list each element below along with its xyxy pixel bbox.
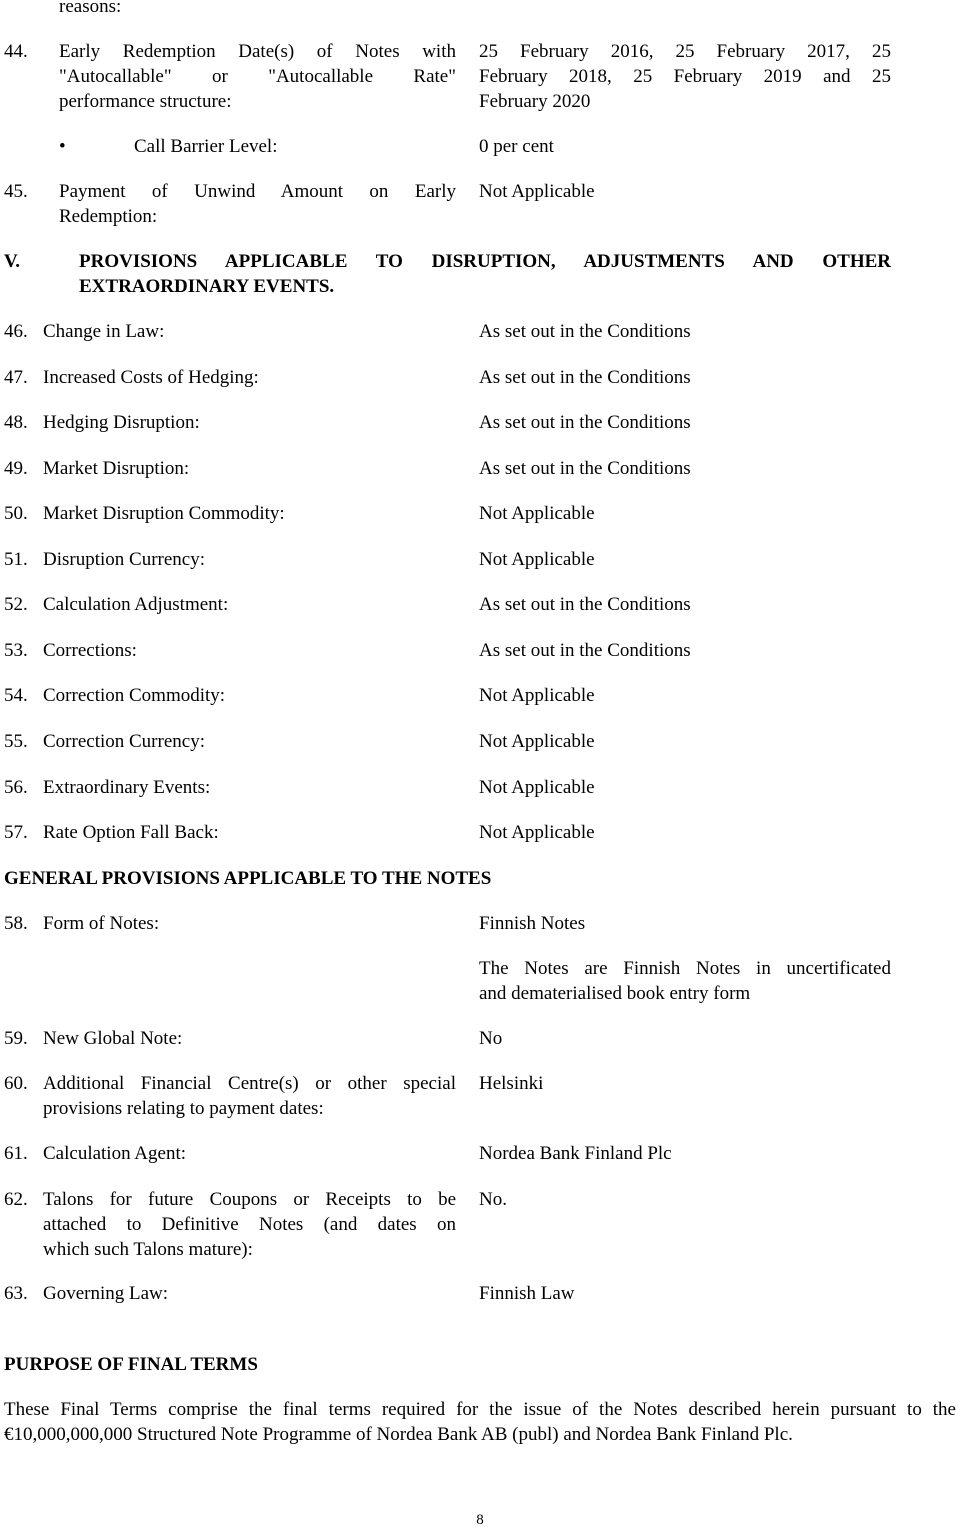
item-value: Not Applicable [479, 777, 595, 798]
item-label [43, 1187, 456, 1262]
item-value [479, 39, 891, 114]
item-value: Finnish Law [479, 1283, 575, 1304]
item-number: 47. [4, 367, 28, 388]
item-label: Form of Notes: [43, 913, 160, 934]
item-label [59, 179, 456, 229]
item-value: As set out in the Conditions [479, 458, 691, 479]
section-number: V. [4, 251, 21, 272]
item-value: As set out in the Conditions [479, 367, 691, 388]
item-value: Not Applicable [479, 822, 595, 843]
value-line: 25 February 2016, 25 February 2017, 25 [479, 41, 891, 62]
item-value: As set out in the Conditions [479, 594, 691, 615]
item-number: 54. [4, 685, 28, 706]
item-label: Change in Law: [43, 321, 165, 342]
paragraph-line: These Final Terms comprise the final terms required for the issue of the Notes described herein pursuant to the [4, 1399, 956, 1420]
item-label: Calculation Agent: [43, 1143, 187, 1164]
item-note [479, 956, 891, 1006]
paragraph-line: €10,000,000,000 Structured Note Programme of Nordea Bank AB (publ) and Nordea Bank Finland Plc. [4, 1424, 793, 1445]
item-label: Extraordinary Events: [43, 777, 211, 798]
item-number: 45. [4, 181, 28, 202]
title-line: PROVISIONS APPLICABLE TO DISRUPTION, ADJUSTMENTS AND OTHER [79, 251, 891, 272]
item-value: 0 per cent [479, 136, 554, 157]
value-line: February 2018, 25 February 2019 and 25 [479, 66, 891, 87]
item-label: Correction Currency: [43, 731, 205, 752]
label-line: which such Talons mature): [43, 1239, 253, 1260]
item-label: Hedging Disruption: [43, 412, 200, 433]
bullet-icon: • [59, 136, 66, 157]
item-number: 59. [4, 1028, 28, 1049]
item-value: Helsinki [479, 1073, 544, 1094]
item-value: As set out in the Conditions [479, 321, 691, 342]
label-line: Redemption: [59, 206, 158, 227]
item-number: 44. [4, 41, 28, 62]
item-number: 60. [4, 1073, 28, 1094]
purpose-heading: PURPOSE OF FINAL TERMS [4, 1354, 258, 1375]
item-label: Correction Commodity: [43, 685, 226, 706]
item-number: 58. [4, 913, 28, 934]
item-value: Not Applicable [479, 685, 595, 706]
item-value: Nordea Bank Finland Plc [479, 1143, 672, 1164]
item-label: Corrections: [43, 640, 137, 661]
item-value: Not Applicable [479, 503, 595, 524]
item-number: 53. [4, 640, 28, 661]
item-number: 51. [4, 549, 28, 570]
item-number: 55. [4, 731, 28, 752]
note-line: The Notes are Finnish Notes in uncertificated [479, 958, 891, 979]
item-label: Market Disruption: [43, 458, 190, 479]
item-label: New Global Note: [43, 1028, 183, 1049]
label-line: Additional Financial Centre(s) or other special [43, 1073, 456, 1094]
section-title [79, 249, 891, 299]
note-line: and dematerialised book entry form [479, 983, 751, 1004]
item-label: Market Disruption Commodity: [43, 503, 285, 524]
item-value: No. [479, 1189, 507, 1210]
item-number: 56. [4, 777, 28, 798]
purpose-paragraph [4, 1397, 956, 1447]
item-value: Not Applicable [479, 181, 595, 202]
item-label: Increased Costs of Hedging: [43, 367, 259, 388]
item-number: 61. [4, 1143, 28, 1164]
general-provisions-heading: GENERAL PROVISIONS APPLICABLE TO THE NOTES [4, 868, 492, 889]
item-label: Rate Option Fall Back: [43, 822, 219, 843]
value-line: February 2020 [479, 91, 591, 112]
item-number: 57. [4, 822, 28, 843]
item-number: 46. [4, 321, 28, 342]
item-label: Disruption Currency: [43, 549, 206, 570]
item-number: 48. [4, 412, 28, 433]
continued-text: reasons: [59, 0, 122, 17]
item-label: Governing Law: [43, 1283, 169, 1304]
label-line: Payment of Unwind Amount on Early [59, 181, 456, 202]
item-value: Not Applicable [479, 549, 595, 570]
item-number: 52. [4, 594, 28, 615]
item-number: 49. [4, 458, 28, 479]
item-value: Not Applicable [479, 731, 595, 752]
item-number: 62. [4, 1189, 28, 1210]
label-line: provisions relating to payment dates: [43, 1098, 324, 1119]
item-value: No [479, 1028, 503, 1049]
item-number: 63. [4, 1283, 28, 1304]
item-label: Calculation Adjustment: [43, 594, 229, 615]
label-line: attached to Definitive Notes (and dates on [43, 1214, 456, 1235]
label-line: Talons for future Coupons or Receipts to be [43, 1189, 456, 1210]
item-label [59, 39, 456, 114]
title-line: EXTRAORDINARY EVENTS. [79, 276, 335, 297]
label-line: "Autocallable" or "Autocallable Rate" [59, 66, 456, 87]
item-value: As set out in the Conditions [479, 412, 691, 433]
label-line: Early Redemption Date(s) of Notes with [59, 41, 456, 62]
item-label [43, 1071, 456, 1121]
item-value: As set out in the Conditions [479, 640, 691, 661]
label-line: performance structure: [59, 91, 232, 112]
item-label: Call Barrier Level: [134, 136, 278, 157]
item-number: 50. [4, 503, 28, 524]
page-number: 8 [476, 1512, 484, 1528]
item-value: Finnish Notes [479, 913, 586, 934]
